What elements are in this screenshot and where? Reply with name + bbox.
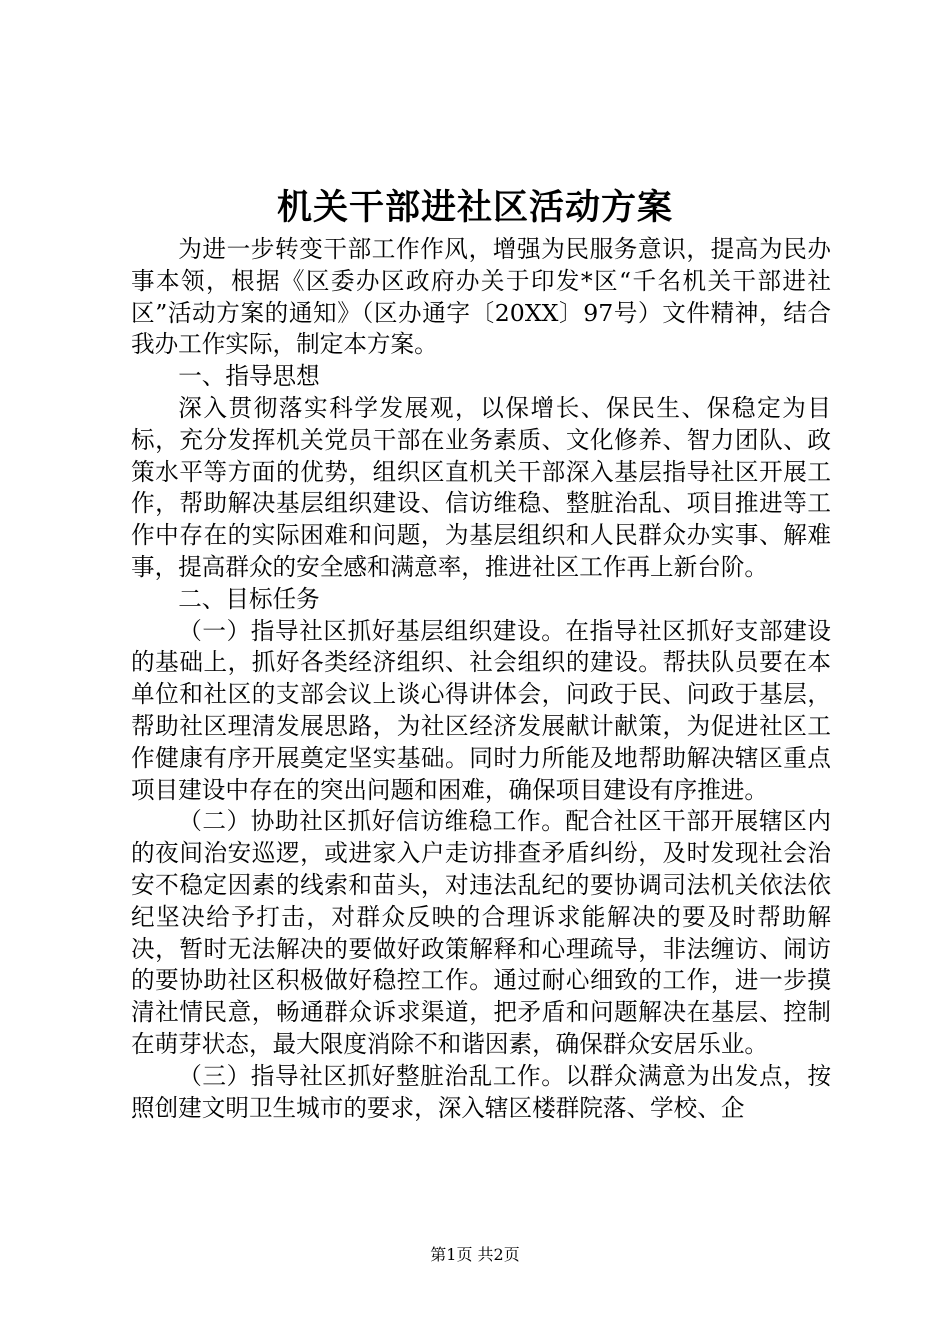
document-title: 机关干部进社区活动方案 <box>276 187 673 228</box>
intro-paragraph: 为进一步转变干部工作作风，增强为民服务意识，提高为民办事本领，根据《区委办区政府办关于印发*区“千名机关干部进社区”活动方案的通知》（区办通字〔20XX〕97号）文件精神，结合我办工作实际，制定本方案。 <box>131 235 831 359</box>
document-body <box>131 234 831 1124</box>
section-heading-guiding-ideology: 一、指导思想 <box>178 362 320 391</box>
page-footer: 第1页 共2页 <box>430 1245 520 1264</box>
guiding-ideology-paragraph: 深入贯彻落实科学发展观，以保增长、保民生、保稳定为目标，充分发挥机关党员干部在业务素质、文化修养、智力团队、政策水平等方面的优势，组织区直机关干部深入基层指导社区开展工作，帮助解决基层组织建设、信访维稳、整脏治乱、项目推进等工作中存在的实际困难和问题，为基层组织和人民群众办实事、解难事，提高群众的安全感和满意率，推进社区工作再上新台阶。 <box>131 393 831 581</box>
section-heading-goals-tasks: 二、目标任务 <box>178 584 320 613</box>
task-1-paragraph: （一）指导社区抓好基层组织建设。在指导社区抓好支部建设的基础上，抓好各类经济组织、社会组织的建设。帮扶队员要在本单位和社区的支部会议上谈心得讲体会，问政于民、问政于基层，帮助社区理清发展思路，为社区经济发展献计献策，为促进社区工作健康有序开展奠定坚实基础。同时力所能及地帮助解决辖区重点项目建设中存在的突出问题和困难，确保项目建设有序推进。 <box>131 616 831 804</box>
task-2-paragraph: （二）协助社区抓好信访维稳工作。配合社区干部开展辖区内的夜间治安巡逻，或进家入户走访排查矛盾纠纷，及时发现社会治安不稳定因素的线索和苗头，对违法乱纪的要协调司法机关依法依纪坚决给予打击，对群众反映的合理诉求能解决的要及时帮助解决，暂时无法解决的要做好政策解释和心理疏导，非法缠访、闹访的要协助社区积极做好稳控工作。通过耐心细致的工作，进一步摸清社情民意，畅通群众诉求渠道，把矛盾和问题解决在基层、控制在萌芽状态，最大限度消除不和谐因素，确保群众安居乐业。 <box>131 807 831 1058</box>
task-3-paragraph: （三）指导社区抓好整脏治乱工作。以群众满意为出发点，按照创建文明卫生城市的要求，深入辖区楼群院落、学校、企 <box>131 1061 831 1122</box>
